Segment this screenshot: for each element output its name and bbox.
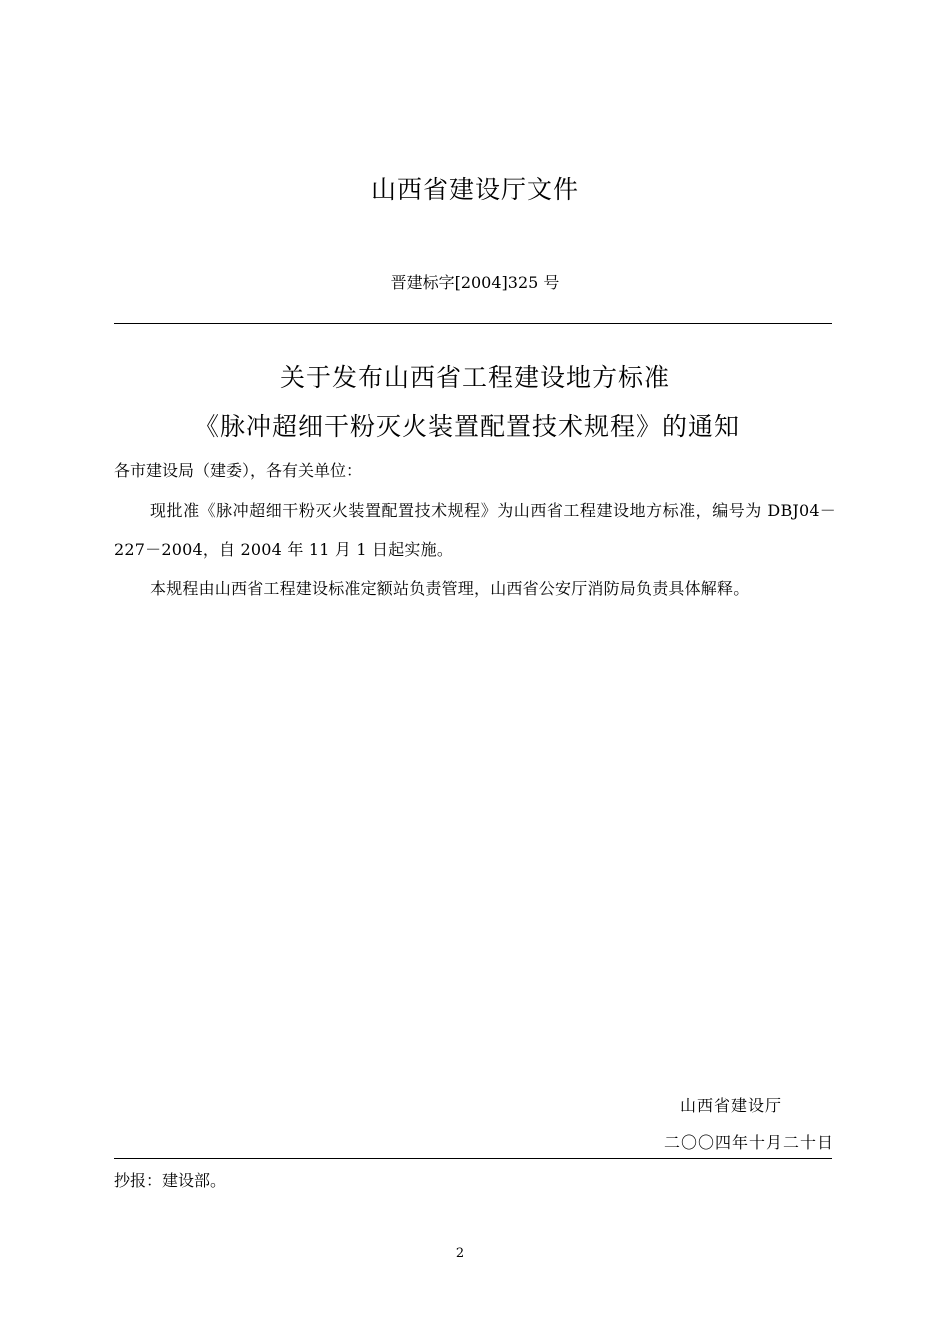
header-divider [114,323,832,324]
cc-recipients: 抄报：建设部。 [114,1171,227,1190]
addressee: 各市建设局（建委），各有关单位： [114,461,363,480]
signature-issuer: 山西省建设厅 [680,1096,783,1115]
subject-line-1: 关于发布山西省工程建设地方标准 [279,363,670,392]
paragraph-approval: 现批准《脉冲超细干粉灭火装置配置技术规程》为山西省工程建设地方标准，编号为 DBJ04－227－2004，自 2004 年 11 月 1 日起实施。 [114,501,836,559]
subject-line-2: 《脉冲超细干粉灭火装置配置技术规程》的通知 [193,412,740,441]
page-number: 2 [455,1246,465,1261]
issuing-office-title: 山西省建设厅文件 [370,175,579,204]
paragraph-management: 本规程由山西省工程建设标准定额站负责管理，山西省公安厅消防局负责具体解释。 [150,579,750,598]
document-number: 晋建标字[2004]325 号 [390,273,560,292]
footer-divider [114,1158,832,1159]
signature-date: 二〇〇四年十月二十日 [663,1133,834,1152]
